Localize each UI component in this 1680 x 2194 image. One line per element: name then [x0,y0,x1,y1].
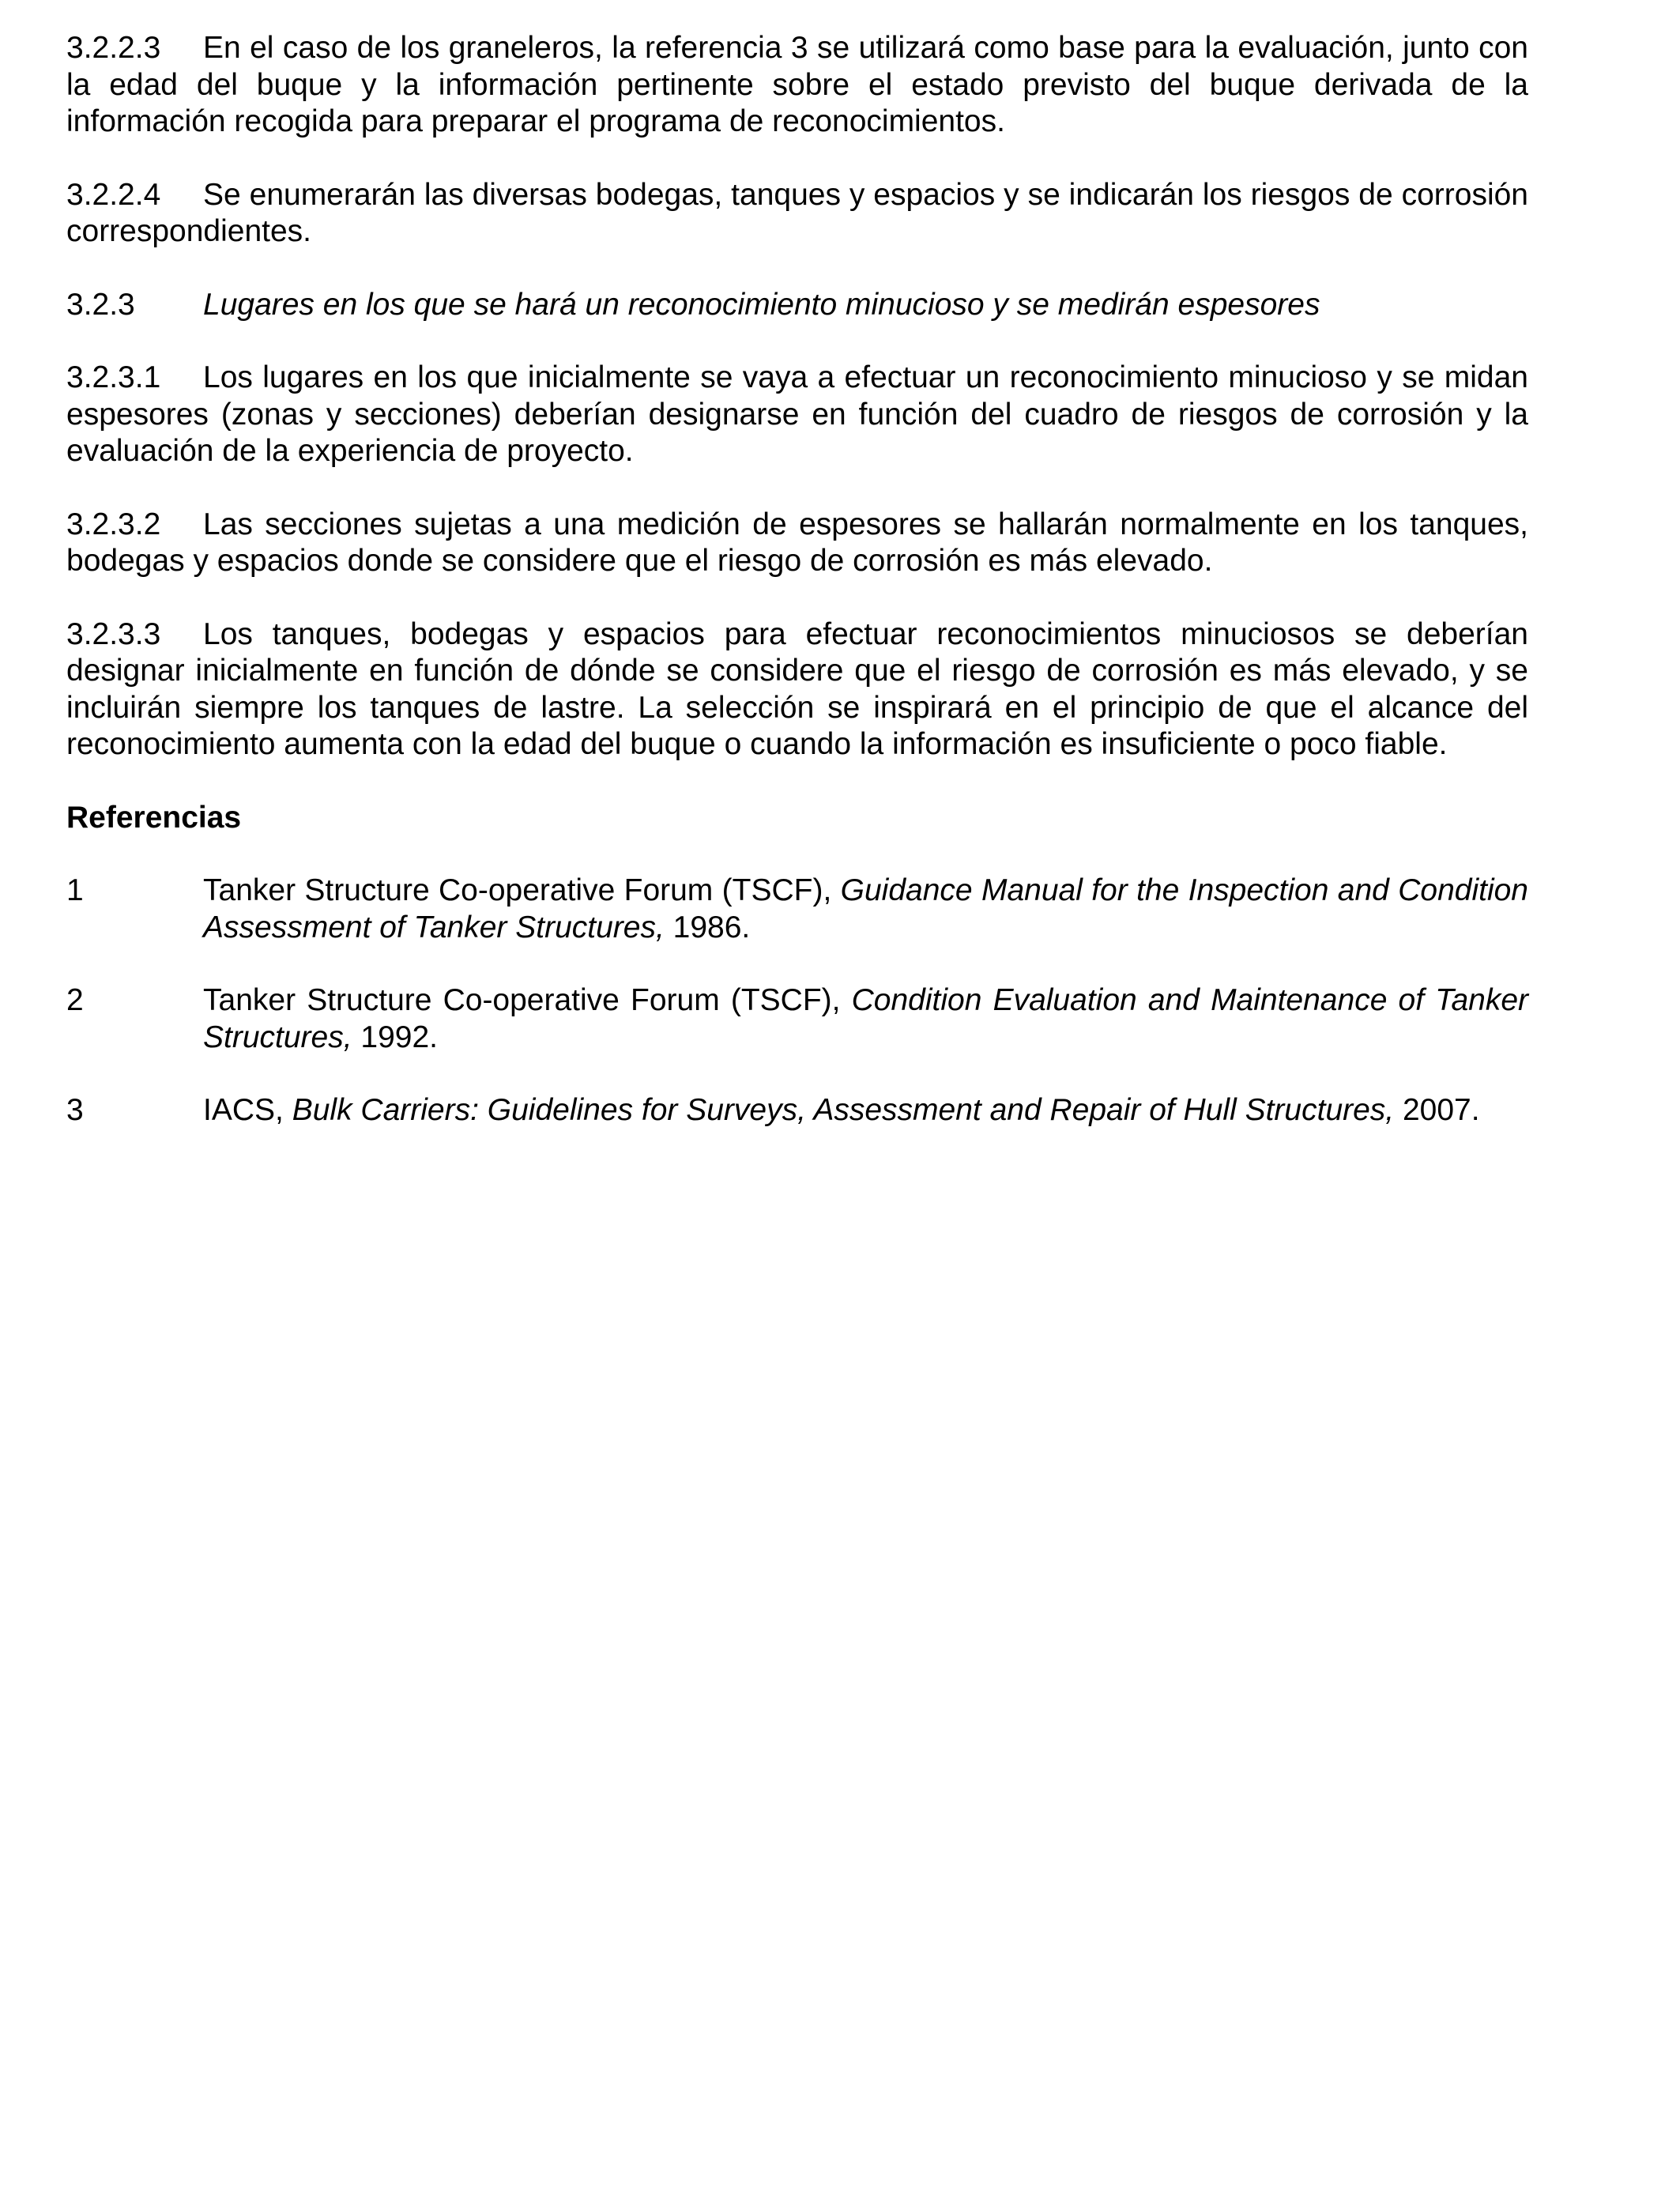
reference-year: 1992. [360,1020,439,1054]
paragraph-3-2-3-3 [66,616,1528,763]
section-heading-3-2-3 [66,287,1528,324]
reference-title: Condition Evaluation and Maintenance of Tanker Structures, [203,983,1529,1054]
reference-year: 2007. [1402,1093,1480,1127]
document-body [66,30,1528,1166]
reference-item [66,1092,1528,1129]
reference-title: Bulk Carriers: Guidelines for Surveys, Assessment and Repair of Hull Structures, [292,1093,1395,1127]
paragraph-number: 3.2.3.3 [66,616,161,651]
reference-author: Tanker Structure Co-operative Forum (TSCF), [203,873,832,907]
paragraph-3-2-3-1 [66,360,1528,470]
paragraph-text: Las secciones sujetas a una medición de espesores se hallarán normalmente en los tanques, bodegas y espacios donde se considere que el riesgo de corrosión es más elevado. [66,507,1528,578]
reference-item [66,982,1528,1056]
paragraph-text: En el caso de los graneleros, la referencia 3 se utilizará como base para la evaluación, junto con la edad del buque y la información pertinente sobre el estado previsto del buque derivada de la información recogida para preparar el programa de reconocimientos. [66,31,1528,138]
section-number: 3.2.3 [66,287,135,322]
paragraph-number: 3.2.3.1 [66,360,161,394]
paragraph-text: Los tanques, bodegas y espacios para efectuar reconocimientos minuciosos se deberían designar inicialmente en función de dónde se considere que el riesgo de corrosión es más elevado, y se incluirán siempre los tanques de lastre. La selección se inspirará en el principio de que el alcance del reconocimiento aumenta con la edad del buque o cuando la información es insuficiente o poco fiable. [66,616,1528,761]
reference-text [203,982,1528,1056]
reference-text [203,1092,1528,1129]
paragraph-number: 3.2.3.2 [66,507,161,541]
reference-number: 2 [66,983,84,1017]
reference-year: 1986. [672,910,751,944]
reference-author: IACS, [203,1093,284,1127]
reference-item [66,873,1528,946]
reference-title: Guidance Manual for the Inspection and Condition Assessment of Tanker Structures, [203,873,1528,944]
paragraph-number: 3.2.2.4 [66,177,161,212]
paragraph-3-2-2-3 [66,30,1528,141]
paragraph-number: 3.2.2.3 [66,31,161,65]
section-title: Lugares en los que se hará un reconocimiento minucioso y se medirán espesores [203,287,1320,322]
reference-author: Tanker Structure Co-operative Forum (TSCF), [203,983,841,1017]
reference-number: 1 [66,873,84,907]
paragraph-text: Se enumerarán las diversas bodegas, tanques y espacios y se indicarán los riesgos de corrosión correspondientes. [66,177,1528,248]
paragraph-text: Los lugares en los que inicialmente se vaya a efectuar un reconocimiento minucioso y se midan espesores (zonas y secciones) deberían designarse en función del cuadro de riesgos de corrosión y la evaluación de la experiencia de proyecto. [66,360,1528,468]
reference-text [203,873,1528,946]
reference-number: 3 [66,1093,84,1127]
paragraph-3-2-2-4 [66,177,1528,251]
paragraph-3-2-3-2 [66,507,1528,580]
references-heading: Referencias [66,800,242,835]
